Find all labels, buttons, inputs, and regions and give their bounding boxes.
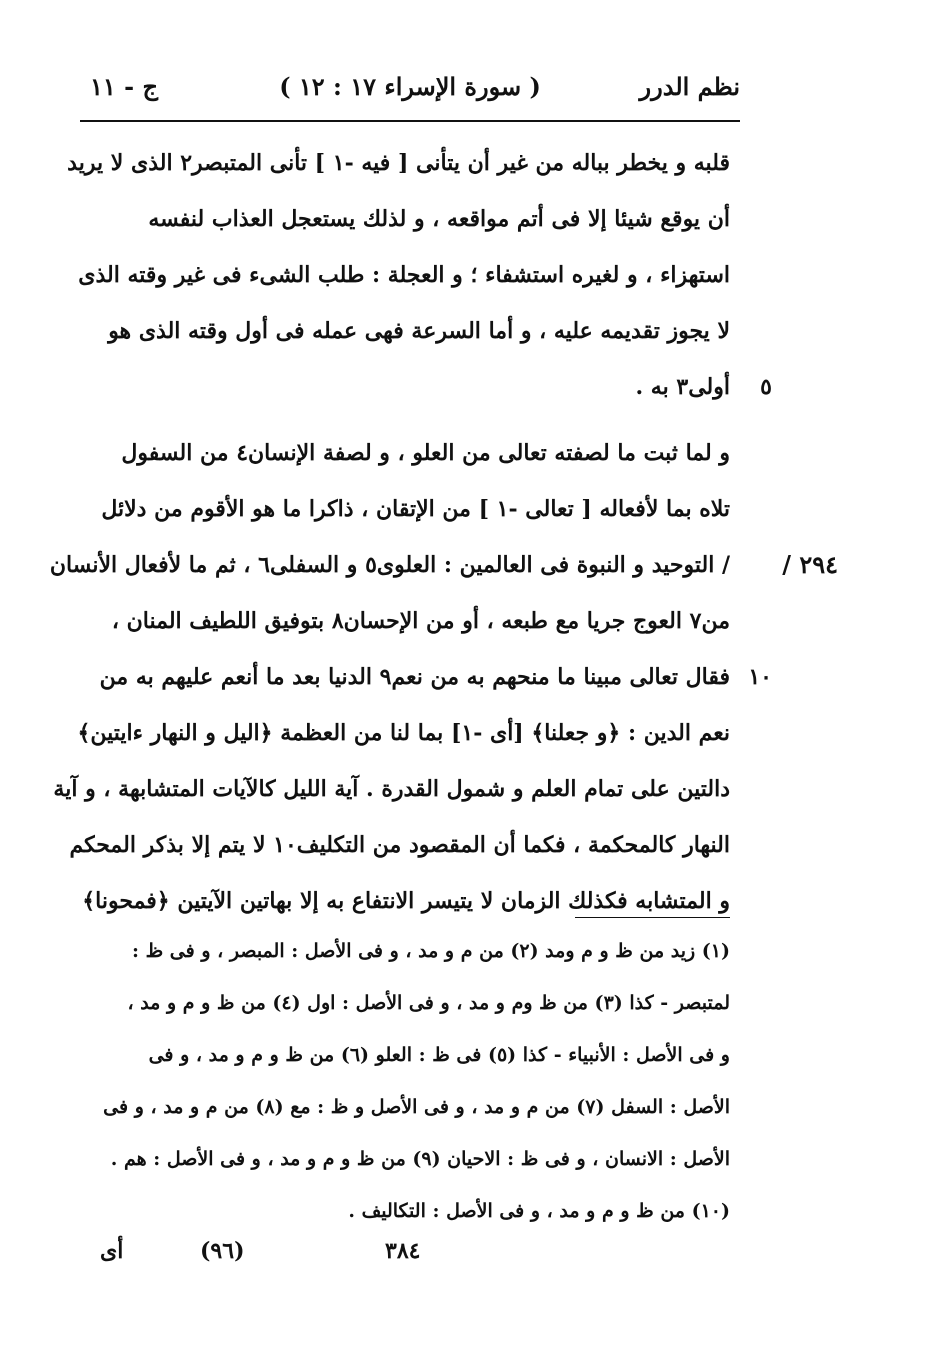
line-number: ٥	[760, 374, 772, 400]
footnote-line: لمتبصر - كذا (٣) من ظ وم و مد ، و فى الأصل : اول (٤) من ظ و م و مد ،	[127, 992, 730, 1014]
signature-mark: (٩٦)	[200, 1238, 245, 1264]
manuscript-page-reference: ٢٩٤ /	[782, 550, 838, 579]
text-line: النهار كالمحكمة ، فكما أن المقصود من التكليف١٠ لا يتم إلا بذكر المحكم	[69, 832, 730, 858]
text-line-wrapper	[80, 649, 772, 705]
text-line: و المتشابه فكذلك الزمان لا يتيسر الانتفاع به إلا بهاتين الآيتين ﴿فمحونا﴾	[82, 888, 730, 914]
text-line: تلاه بما لأفعاله [ تعالى -١ ] من الإتقان ، ذاكرا ما هو الأقوم من دلائل	[101, 496, 730, 522]
header-rule	[80, 120, 740, 122]
footnotes	[80, 925, 730, 1237]
text-line: فقال تعالى مبينا ما منحهم به من نعم٩ الدنيا بعد ما أنعم عليهم به من	[99, 664, 730, 690]
text-line: من٧ العوج جريا مع طبعه ، أو من الإحسان٨ بتوفيق اللطيف المنان ،	[111, 608, 730, 634]
footnote-rule	[575, 917, 730, 918]
footnote-line: (١٠) من ظ و م و مد ، و فى الأصل : التكاليف .	[348, 1200, 730, 1222]
surah-reference: ( سورة الإسراء ١٧ : ١٢ )	[279, 72, 541, 101]
book-title: نظم الدرر	[639, 72, 740, 101]
page-number: ٣٨٤	[385, 1238, 421, 1264]
text-line: / التوحيد و النبوة فى العالمين : العلوى٥ و السفلى٦ ، ثم ما لأفعال الأنسان	[49, 552, 730, 578]
footnote-line: (١) زيد من ظ و م ومد (٢) من م و مد ، و فى الأصل : المبصر ، و فى ظ :	[131, 940, 730, 962]
text-line: أولى٣ به .	[635, 374, 730, 400]
catchword: أى	[100, 1238, 124, 1264]
text-line: و لما ثبت ما لصفته تعالى من العلو ، و لصفة الإنسان٤ من السفول	[121, 440, 730, 466]
text-line: أن يوقع شيئا إلا فى أتم مواقعه ، و لذلك يستعجل العذاب لنفسه	[148, 206, 730, 232]
line-number: ١٠	[748, 664, 772, 690]
footnote-line: الأصل : الانسان ، و فى ظ : الاحيان (٩) من ظ و م و مد ، و فى الأصل : هم .	[110, 1148, 730, 1170]
text-line: نعم الدين : ﴿و جعلنا﴾ [أى -١] بما لنا من العظمة ﴿اليل و النهار ءايتين﴾	[77, 720, 730, 746]
text-line: دالتين على تمام العلم و شمول القدرة . آية الليل كالآيات المتشابهة ، و آية	[53, 776, 730, 802]
main-text	[49, 135, 838, 929]
text-line-wrapper	[49, 537, 838, 593]
footnote-line: و فى الأصل : الأنبياء - كذا (٥) فى ظ : العلو (٦) من ظ و م و مد ، و فى	[148, 1044, 730, 1066]
text-line-wrapper	[80, 359, 772, 415]
page-footer	[80, 1238, 740, 1278]
volume-reference: ج - ١١	[90, 72, 158, 101]
text-line: لا يجوز تقديمه عليه ، و أما السرعة فهى عمله فى أول وقته الذى هو	[108, 318, 730, 344]
running-header	[80, 72, 740, 112]
text-line: قلبه و يخطر بباله من غير أن يتأنى [ فيه -١ ] تأنى المتبصر٢ الذى لا يريد	[67, 150, 730, 176]
text-line: استهزاء ، و لغيره استشفاء ؛ و العجلة : طلب الشىء فى غير وقته الذى	[78, 262, 730, 288]
footnote-line: الأصل : السفل (٧) من م و مد ، و فى الأصل و ظ : مع (٨) من م و مد ، و فى	[103, 1096, 730, 1118]
